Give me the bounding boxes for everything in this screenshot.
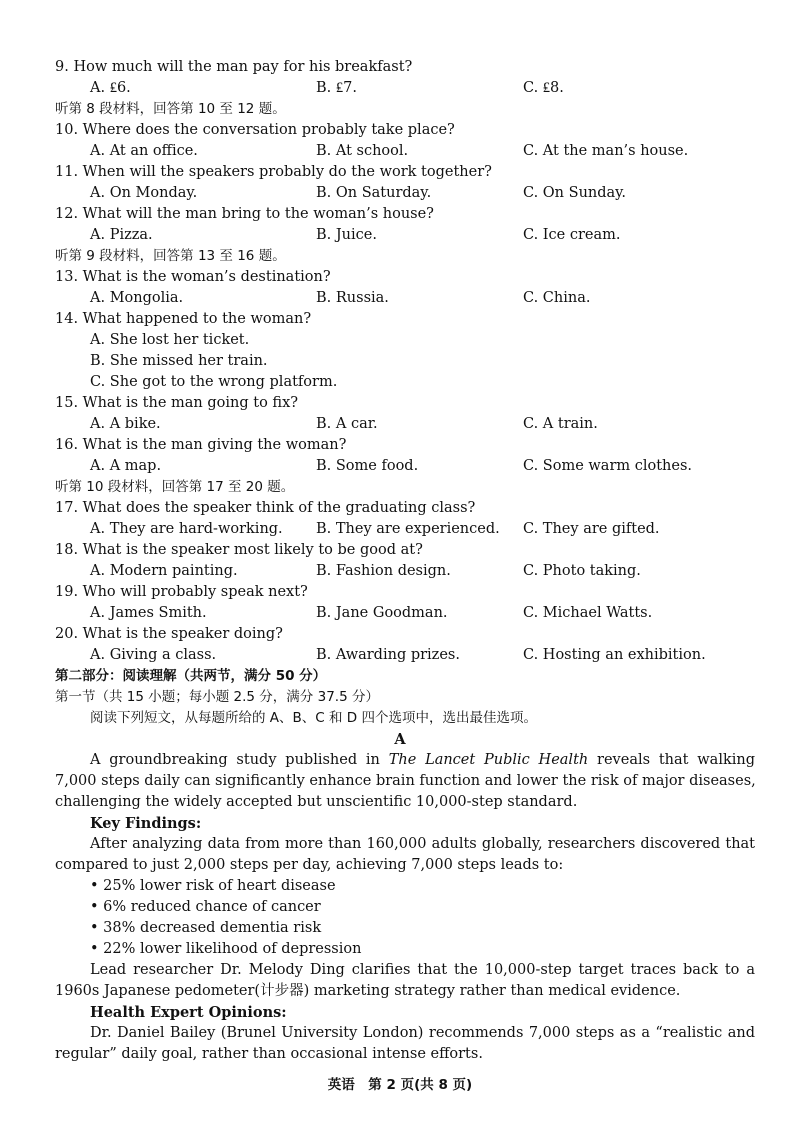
option-c: C. She got to the wrong platform. (90, 374, 338, 390)
section-instruction: 听第 9 段材料，回答第 13 至 16 题。 (55, 248, 286, 264)
option-b: B. Jane Goodman. (316, 605, 448, 621)
paragraph-text: compared to just 2,000 steps per day, achieving 7,000 steps leads to: (55, 857, 564, 873)
option-b: B. Russia. (316, 290, 389, 306)
paragraph-3-line-1 (0, 960, 800, 981)
question-14 (0, 309, 800, 330)
option-b: B. Some food. (316, 458, 419, 474)
question-14-option-b (0, 351, 800, 372)
question-14-option-a (0, 330, 800, 351)
option-c: C. Some warm clothes. (523, 458, 693, 474)
paragraph-text: regular” daily goal, rather than occasional intense efforts. (55, 1046, 483, 1062)
question-9 (0, 57, 800, 78)
section-instruction: 听第 8 段材料，回答第 10 至 12 题。 (55, 101, 286, 117)
passage-label (0, 729, 800, 750)
option-c: C. Ice cream. (523, 227, 621, 243)
question-stem: 15. What is the man going to fix? (55, 395, 299, 411)
section-heading-8 (0, 99, 800, 120)
paragraph-1-line-1 (0, 750, 800, 771)
question-stem: 18. What is the speaker most likely to be good at? (55, 542, 423, 558)
journal-title: The Lancet Public Health (388, 752, 589, 768)
text-pre: A groundbreaking study published in (90, 752, 389, 768)
bullet-text: • 6% reduced chance of cancer (90, 899, 321, 915)
paragraph-text (90, 750, 755, 771)
heading-text: Health Expert Opinions: (90, 1004, 287, 1021)
paragraph-1-line-2 (0, 771, 800, 792)
bullet-item (0, 918, 800, 939)
paragraph-1-line-3 (0, 792, 800, 813)
paragraph-text: After analyzing data from more than 160,000 adults globally, researchers discovered that (90, 836, 755, 852)
option-c: C. On Sunday. (523, 185, 627, 201)
question-stem: 12. What will the man bring to the woman’s house? (55, 206, 434, 222)
question-15-options (0, 414, 800, 435)
question-19 (0, 582, 800, 603)
bullet-text: • 22% lower likelihood of depression (90, 941, 362, 957)
option-a: A. Modern painting. (90, 563, 238, 579)
question-16-options (0, 456, 800, 477)
option-a: A. A bike. (90, 416, 161, 432)
option-b: B. They are experienced. (316, 521, 500, 537)
bullet-item (0, 897, 800, 918)
option-c: C. A train. (523, 416, 598, 432)
option-b: B. At school. (316, 143, 409, 159)
option-c: C. Photo taking. (523, 563, 641, 579)
option-a: A. Pizza. (90, 227, 153, 243)
question-9-options (0, 78, 800, 99)
option-b: B. On Saturday. (316, 185, 432, 201)
question-17-options (0, 519, 800, 540)
option-b: B. Fashion design. (316, 563, 451, 579)
option-b: B. A car. (316, 416, 378, 432)
option-a: A. ₤6. (90, 80, 131, 96)
section-title: 第一节（共 15 小题；每小题 2.5 分，满分 37.5 分） (55, 689, 379, 705)
bullet-text: • 38% decreased dementia risk (90, 920, 322, 936)
paragraph-2-line-2 (0, 855, 800, 876)
opinions-heading (0, 1002, 800, 1023)
part-two-title (0, 666, 800, 687)
question-stem: 14. What happened to the woman? (55, 311, 312, 327)
question-stem: 16. What is the man giving the woman? (55, 437, 347, 453)
question-15 (0, 393, 800, 414)
option-b: B. ₤7. (316, 80, 357, 96)
option-a: A. They are hard-working. (90, 521, 283, 537)
bullet-item (0, 876, 800, 897)
option-c: C. Hosting an exhibition. (523, 647, 706, 663)
question-stem: 9. How much will the man pay for his breakfast? (55, 59, 413, 75)
section-one-title (0, 687, 800, 708)
option-a: A. James Smith. (90, 605, 207, 621)
instruction-text: 阅读下列短文，从每题所给的 A、B、C 和 D 四个选项中，选出最佳选项。 (90, 710, 537, 726)
option-c: C. ₤8. (523, 80, 564, 96)
question-18 (0, 540, 800, 561)
option-c: C. They are gifted. (523, 521, 660, 537)
question-16 (0, 435, 800, 456)
section-heading-9 (0, 246, 800, 267)
reading-instruction (0, 708, 800, 729)
option-c: C. China. (523, 290, 591, 306)
paragraph-text: 7,000 steps daily can significantly enhance brain function and lower the risk of major diseases, (55, 773, 756, 789)
question-13-options (0, 288, 800, 309)
option-a: A. Giving a class. (90, 647, 217, 663)
question-11-options (0, 183, 800, 204)
paragraph-4-line-2 (0, 1044, 800, 1065)
section-instruction: 听第 10 段材料，回答第 17 至 20 题。 (55, 479, 295, 495)
question-13 (0, 267, 800, 288)
option-a: A. Mongolia. (90, 290, 184, 306)
option-a: A. She lost her ticket. (90, 332, 250, 348)
option-b: B. She missed her train. (90, 353, 268, 369)
footer-text: 英语 第 2 页(共 8 页) (327, 1077, 473, 1093)
text-post: reveals that walking (588, 752, 756, 768)
paragraph-text: 1960s Japanese pedometer(计步器) marketing strategy rather than medical evidence. (55, 983, 681, 999)
paragraph-text: Lead researcher Dr. Melody Ding clarifies that the 10,000-step target traces back to a (90, 962, 755, 978)
option-b: B. Juice. (316, 227, 377, 243)
question-stem: 20. What is the speaker doing? (55, 626, 283, 642)
question-18-options (0, 561, 800, 582)
paragraph-3-line-2 (0, 981, 800, 1002)
section-heading-10 (0, 477, 800, 498)
question-stem: 10. Where does the conversation probably take place? (55, 122, 455, 138)
question-19-options (0, 603, 800, 624)
option-a: A. A map. (90, 458, 162, 474)
question-10-options (0, 141, 800, 162)
question-20 (0, 624, 800, 645)
paragraph-4-line-1 (0, 1023, 800, 1044)
option-a: A. At an office. (90, 143, 198, 159)
question-20-options (0, 645, 800, 666)
key-findings-heading (0, 813, 800, 834)
bullet-text: • 25% lower risk of heart disease (90, 878, 336, 894)
question-12-options (0, 225, 800, 246)
question-stem: 11. When will the speakers probably do the work together? (55, 164, 492, 180)
question-11 (0, 162, 800, 183)
question-12 (0, 204, 800, 225)
question-stem: 17. What does the speaker think of the graduating class? (55, 500, 476, 516)
part-title: 第二部分：阅读理解（共两节，满分 50 分） (55, 668, 327, 684)
passage-letter: A (394, 731, 406, 748)
question-stem: 19. Who will probably speak next? (55, 584, 308, 600)
paragraph-text: Dr. Daniel Bailey (Brunel University London) recommends 7,000 steps as a “realistic and (90, 1025, 755, 1041)
bullet-item (0, 939, 800, 960)
option-c: C. Michael Watts. (523, 605, 653, 621)
option-a: A. On Monday. (90, 185, 198, 201)
question-10 (0, 120, 800, 141)
question-17 (0, 498, 800, 519)
option-b: B. Awarding prizes. (316, 647, 460, 663)
question-14-option-c (0, 372, 800, 393)
option-c: C. At the man’s house. (523, 143, 689, 159)
page-footer (0, 1075, 800, 1096)
paragraph-2-line-1 (0, 834, 800, 855)
question-stem: 13. What is the woman’s destination? (55, 269, 331, 285)
heading-text: Key Findings: (90, 815, 202, 832)
paragraph-text: challenging the widely accepted but unscientific 10,000-step standard. (55, 794, 578, 810)
